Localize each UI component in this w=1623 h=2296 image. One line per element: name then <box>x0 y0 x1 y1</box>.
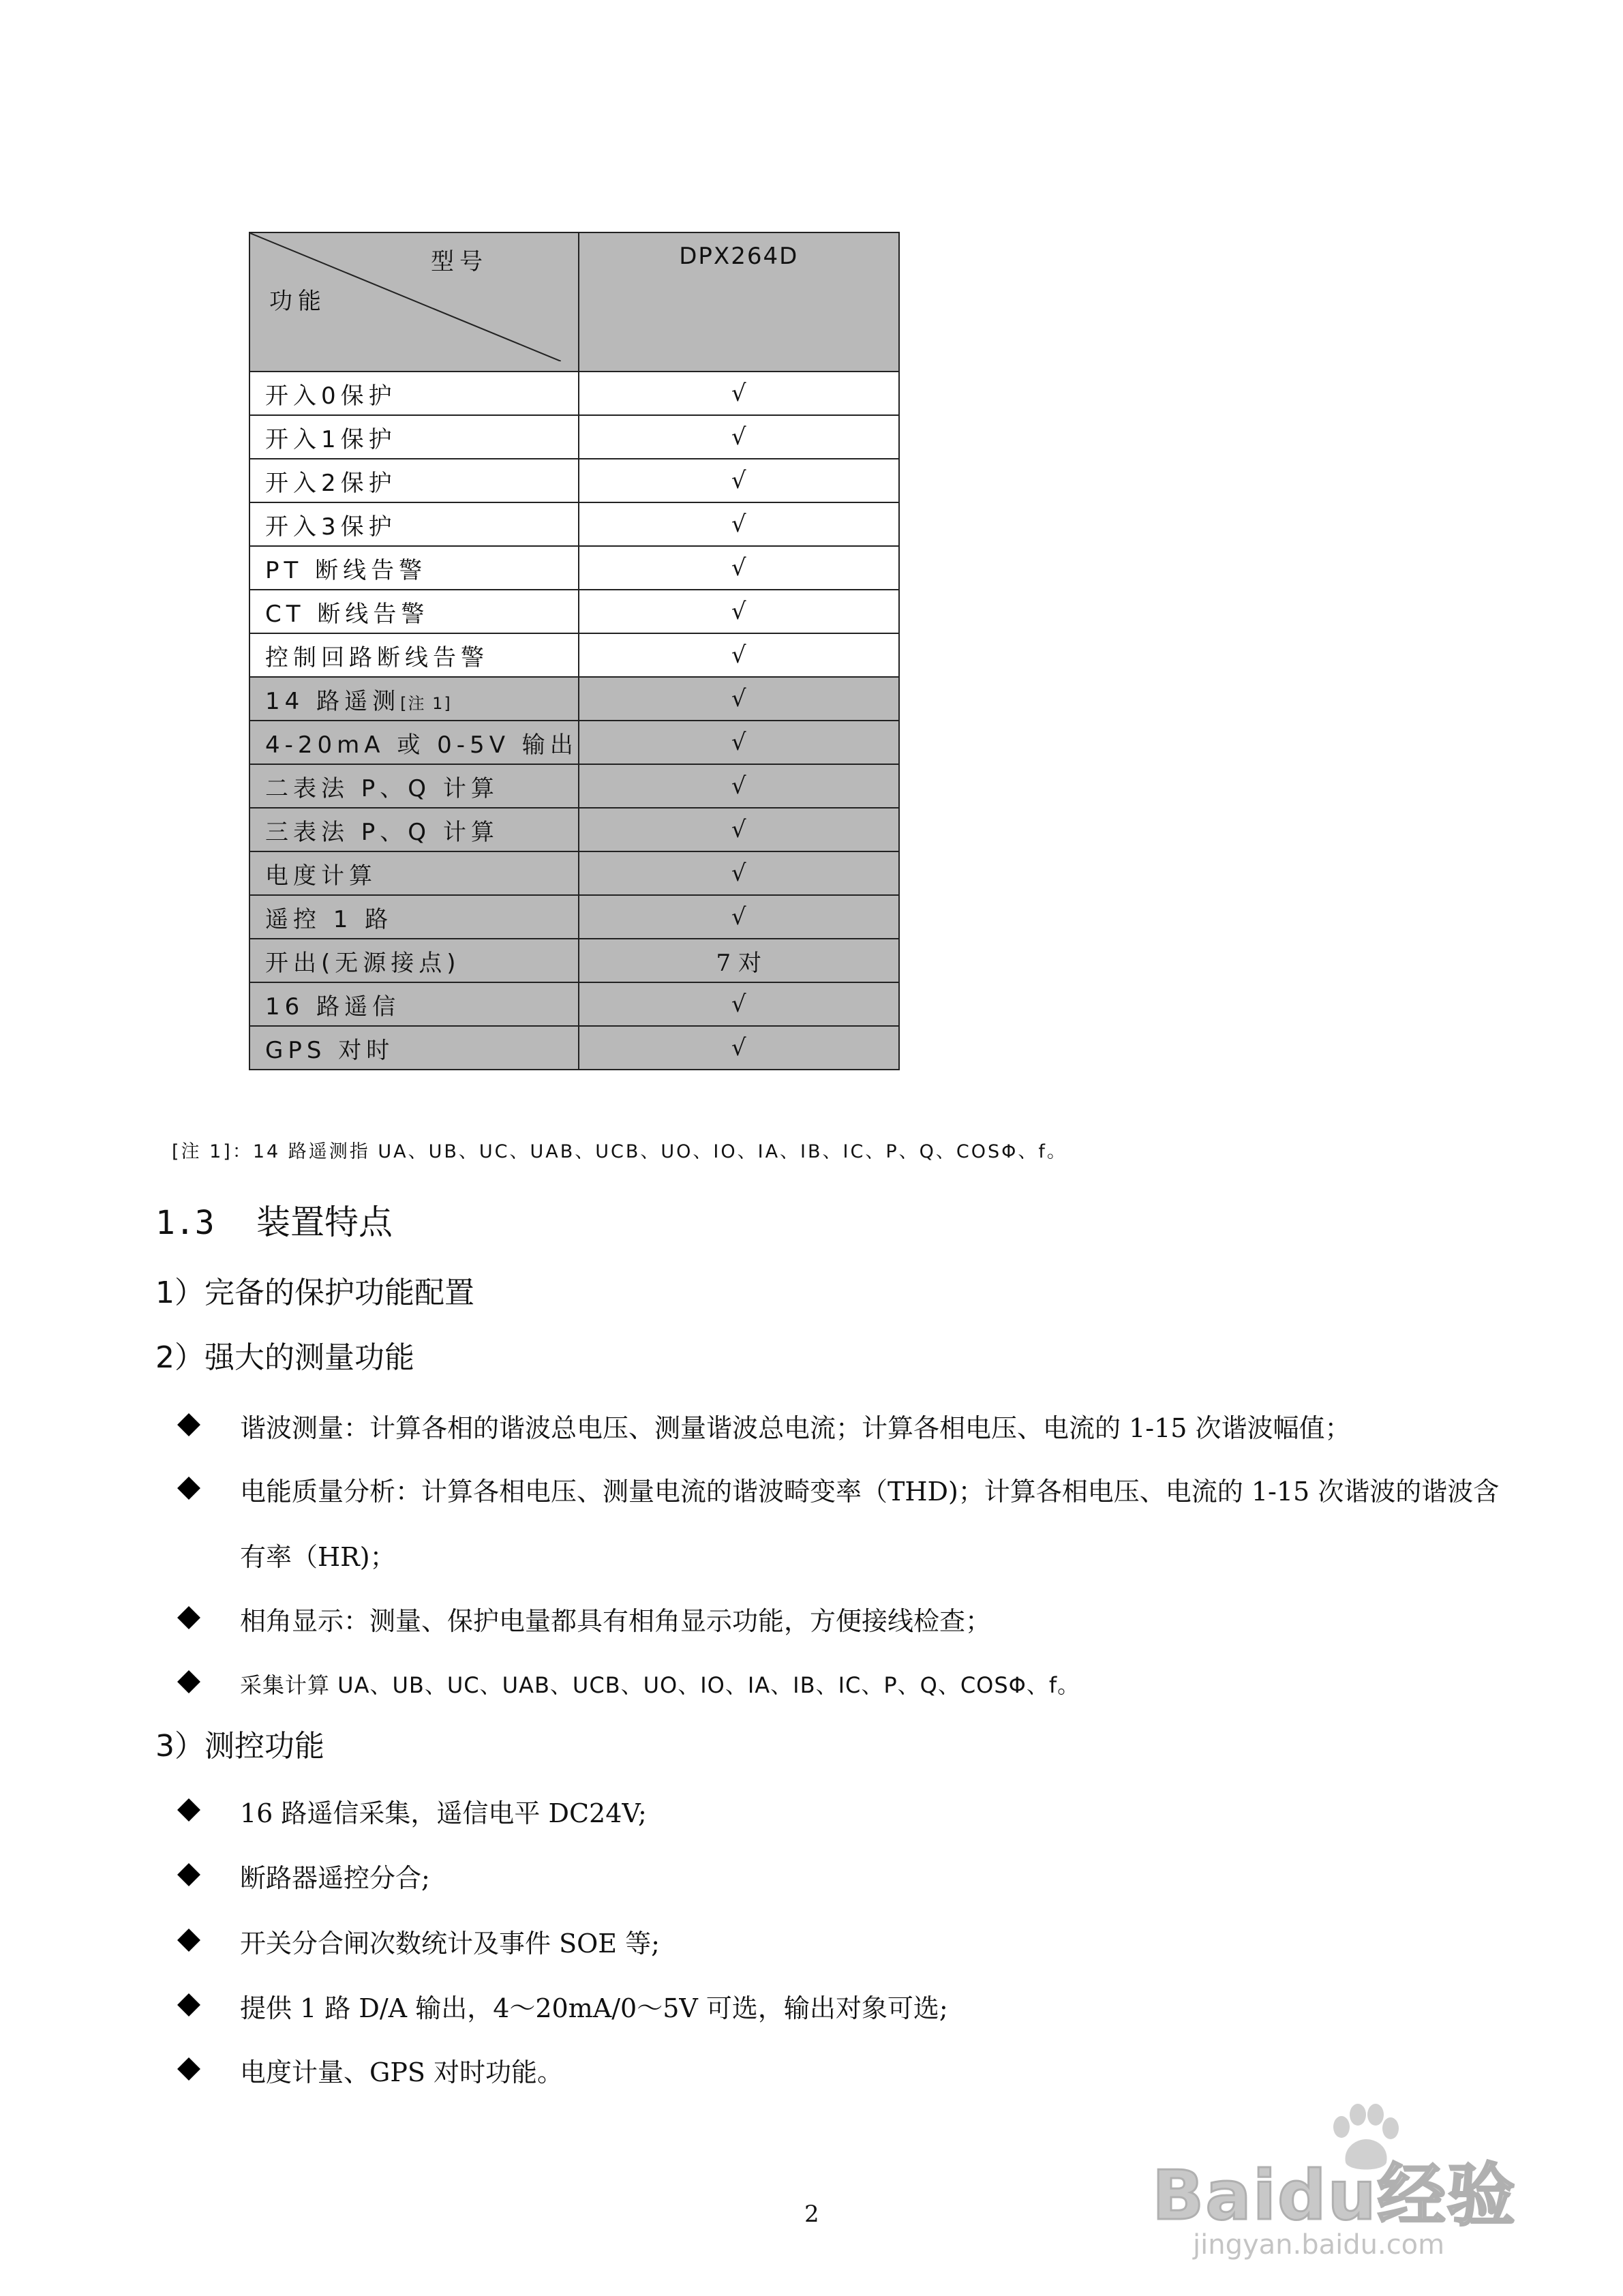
function-cell <box>249 502 579 546</box>
function-cell <box>249 677 579 721</box>
value-cell: √ <box>579 1026 899 1070</box>
baidu-watermark <box>1152 2100 1534 2263</box>
table-footnote: [注 1]：14 路遥测指 UA、UB、UC、UAB、UCB、UO、IO、IA、IB、IC、P、Q、COSΦ、f。 <box>172 1141 1067 1162</box>
bullet-text: 采集计算 UA、UB、UC、UAB、UCB、UO、IO、IA、IB、IC、P、Q、COSΦ、f。 <box>240 1672 1080 1698</box>
function-cell <box>249 459 579 502</box>
value-cell: √ <box>579 415 899 459</box>
diamond-bullet-icon <box>177 1993 200 2016</box>
bullet-text: 电度计量、GPS 对时功能。 <box>240 2057 564 2087</box>
header-product: DPX264D <box>579 232 899 372</box>
table-header-row <box>249 232 899 372</box>
page-number: 2 <box>804 2201 819 2228</box>
function-cell <box>249 590 579 633</box>
function-cell <box>249 372 579 415</box>
diamond-bullet-icon <box>177 1606 200 1629</box>
value-cell: 7 对 <box>579 939 899 982</box>
function-cell <box>249 1026 579 1070</box>
function-label: 16 路遥信 <box>265 993 401 1021</box>
function-label: 开入0保护 <box>265 382 397 410</box>
value-cell: √ <box>579 982 899 1026</box>
function-cell <box>249 851 579 895</box>
table-row <box>249 895 899 939</box>
bullet-text: 16 路遥信采集，遥信电平 DC24V; <box>240 1798 647 1828</box>
function-label: GPS 对时 <box>265 1036 395 1064</box>
value-cell: √ <box>579 502 899 546</box>
function-label: 开入1保护 <box>265 425 397 453</box>
value-cell: √ <box>579 764 899 808</box>
diamond-bullet-icon <box>177 1670 200 1693</box>
table-row <box>249 459 899 502</box>
table-row <box>249 590 899 633</box>
value-cell: √ <box>579 677 899 721</box>
table-row <box>249 502 899 546</box>
section-title: 装置特点 <box>256 1203 393 1242</box>
value-cell: √ <box>579 808 899 851</box>
bullet-text: 谐波测量：计算各相的谐波总电压、测量谐波总电流；计算各相电压、电流的 1-15 次谐波幅值； <box>240 1413 1351 1443</box>
table-row <box>249 721 899 764</box>
function-label: 控制回路断线告警 <box>265 644 489 671</box>
value-cell: √ <box>579 590 899 633</box>
diamond-bullet-icon <box>177 1863 200 1886</box>
table-row <box>249 415 899 459</box>
function-cell <box>249 546 579 590</box>
table-row <box>249 939 899 982</box>
diamond-bullet-icon <box>177 2057 200 2081</box>
value-cell: √ <box>579 721 899 764</box>
value-cell: √ <box>579 633 899 677</box>
subsection-protection: 1）完备的保护功能配置 <box>155 1275 474 1310</box>
subsection-control: 3）测控功能 <box>155 1729 324 1764</box>
bullet-text: 断路器遥控分合; <box>240 1863 430 1893</box>
watermark-brand: Baidu经验 <box>1152 2156 1517 2235</box>
function-label: 开入3保护 <box>265 513 397 541</box>
function-label: 开入2保护 <box>265 469 397 497</box>
bullet-text: 相角显示：测量、保护电量都具有相角显示功能，方便接线检查； <box>240 1606 992 1636</box>
table-body <box>249 372 899 1070</box>
function-cell <box>249 939 579 982</box>
bullet-text: 电能质量分析：计算各相电压、测量电流的谐波畸变率（THD)；计算各相电压、电流的 1-15 次谐波的谐波含有率（HR)； <box>240 1477 1500 1572</box>
value-cell: √ <box>579 851 899 895</box>
function-label: PT 断线告警 <box>265 556 427 584</box>
table-row <box>249 808 899 851</box>
table-row <box>249 633 899 677</box>
function-label: 4-20mA 或 0-5V 输出 <box>265 731 578 759</box>
header-function-label: 功能 <box>269 288 327 315</box>
table-row <box>249 1026 899 1070</box>
bullet-text: 提供 1 路 D/A 输出，4～20mA/0～5V 可选，输出对象可选; <box>240 1993 948 2023</box>
function-label: 遥控 1 路 <box>265 905 393 933</box>
value-cell: √ <box>579 372 899 415</box>
diamond-bullet-icon <box>177 1413 200 1436</box>
diamond-bullet-icon <box>177 1477 200 1500</box>
function-cell <box>249 415 579 459</box>
table-row <box>249 764 899 808</box>
watermark-url: jingyan.baidu.com <box>1193 2229 1445 2261</box>
section-heading <box>155 1195 393 1244</box>
bullet-text: 开关分合闸次数统计及事件 SOE 等; <box>240 1929 660 1959</box>
function-cell <box>249 982 579 1026</box>
table-row <box>249 677 899 721</box>
function-cell <box>249 633 579 677</box>
value-cell: √ <box>579 895 899 939</box>
function-table <box>249 232 900 1070</box>
function-cell <box>249 764 579 808</box>
value-cell: √ <box>579 546 899 590</box>
header-diagonal-cell <box>249 232 579 372</box>
header-model-label: 型号 <box>431 248 488 275</box>
function-label: 电度计算 <box>265 862 377 890</box>
table-row <box>249 851 899 895</box>
value-cell: √ <box>579 459 899 502</box>
function-cell <box>249 895 579 939</box>
table-row <box>249 982 899 1026</box>
function-cell <box>249 721 579 764</box>
section-number: 1.3 <box>155 1204 215 1242</box>
function-label: 开出(无源接点) <box>265 949 461 977</box>
subsection-measurement: 2）强大的测量功能 <box>155 1340 414 1375</box>
table-row <box>249 372 899 415</box>
function-label: 14 路遥测 <box>265 687 401 715</box>
function-label: 三表法 P、Q 计算 <box>265 818 499 846</box>
diamond-bullet-icon <box>177 1798 200 1822</box>
function-label: 二表法 P、Q 计算 <box>265 774 499 802</box>
function-note-ref: [注 1] <box>400 693 452 713</box>
diamond-bullet-icon <box>177 1929 200 1952</box>
table-row <box>249 546 899 590</box>
function-cell <box>249 808 579 851</box>
bullet-power-quality <box>181 1459 1500 1590</box>
function-label: CT 断线告警 <box>265 600 429 628</box>
